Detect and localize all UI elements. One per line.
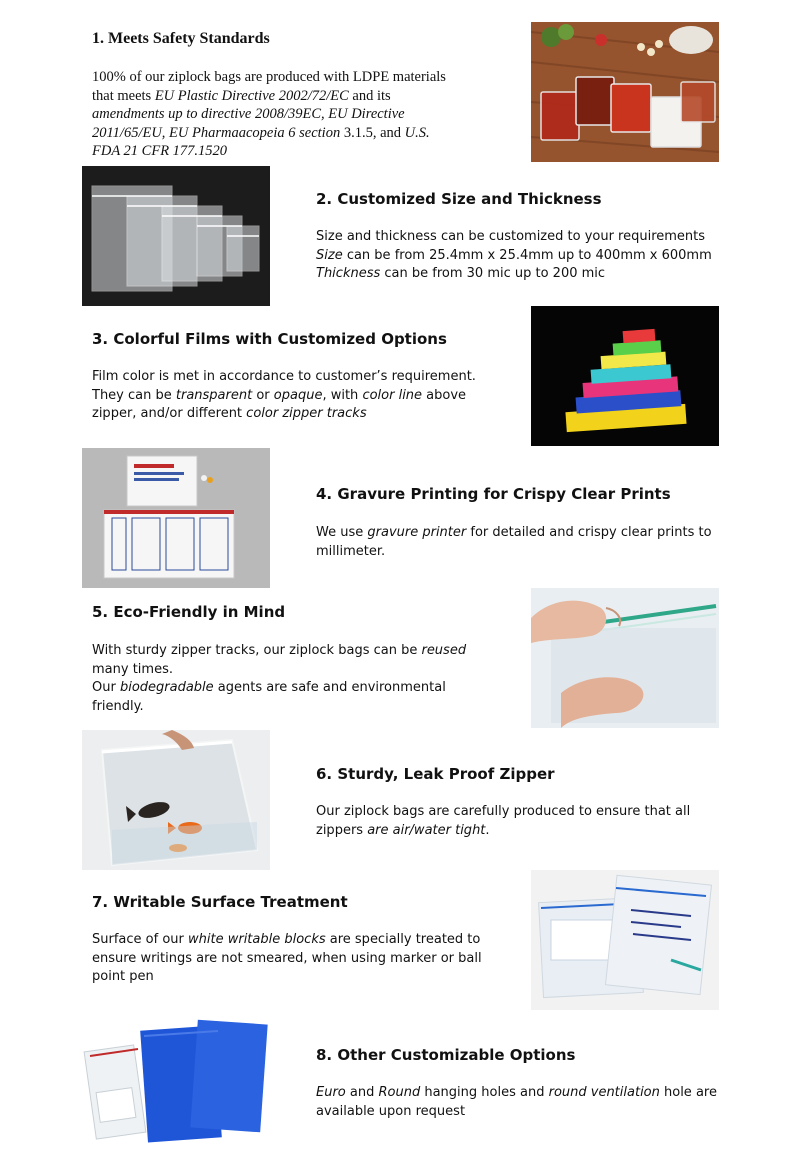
emphasis: transparent xyxy=(175,387,253,403)
text-line: With sturdy zipper tracks, our ziplock bags can be reused xyxy=(92,643,467,658)
section-1-body xyxy=(92,68,512,161)
section-3-heading: 3. Colorful Films with Customized Options xyxy=(92,330,447,348)
text-line xyxy=(92,105,512,124)
goldfish-in-bag-photo xyxy=(82,730,270,870)
emphasis: color zipper tracks xyxy=(246,406,367,421)
section-5-body xyxy=(92,642,512,716)
section-2-heading: 2. Customized Size and Thickness xyxy=(316,190,602,208)
section-5-heading: 5. Eco-Friendly in Mind xyxy=(92,603,286,621)
text-line: 2011/65/EU, EU Pharmaacopeia 6 section 3.1.5, and U.S. xyxy=(92,124,430,141)
emphasis: EU Plastic Directive 2002/72/EC xyxy=(154,87,349,104)
emphasis: Euro xyxy=(316,1085,346,1100)
section-8-heading: 8. Other Customizable Options xyxy=(316,1046,576,1064)
section-7-heading: 7. Writable Surface Treatment xyxy=(92,893,348,911)
blue-and-clear-bags-photo xyxy=(82,1016,270,1146)
emphasis: round ventilation xyxy=(548,1085,660,1100)
section-3-body xyxy=(92,368,512,424)
text-line: millimeter. xyxy=(316,543,386,559)
text-line: We use gravure printer for detailed and crispy clear prints to xyxy=(316,525,712,540)
section-7-body xyxy=(92,931,512,987)
section-4-heading: 4. Gravure Printing for Crispy Clear Prints xyxy=(316,485,671,503)
clear-bags-stack-photo xyxy=(82,166,270,306)
text-line: Size and thickness can be customized to your requirements xyxy=(316,229,706,244)
text-line: zippers are air/water tight. xyxy=(316,822,490,838)
text-line: Our biodegradable agents are safe and environmental xyxy=(92,680,446,695)
emphasis: color line xyxy=(362,387,423,403)
text-line: Surface of our white writable blocks are specially treated to xyxy=(92,932,481,947)
emphasis: Round xyxy=(378,1085,421,1100)
text-line: that meets EU Plastic Directive 2002/72/EC and its xyxy=(92,87,391,104)
text-line: friendly. xyxy=(92,698,144,714)
emphasis: gravure printer xyxy=(367,525,467,540)
text-line: available upon request xyxy=(316,1103,466,1119)
emphasis: FDA 21 CFR 177.1520 xyxy=(92,143,228,159)
writable-bags-photo xyxy=(531,870,719,1010)
text-line: Euro and Round hanging holes and round ventilation hole are xyxy=(316,1085,717,1100)
emphasis: opaque xyxy=(273,387,323,403)
emphasis: biodegradable xyxy=(119,680,214,695)
text-line: Film color is met in accordance to customer’s requirement. xyxy=(92,369,476,384)
text-line: ensure writings are not smeared, when using marker or ball xyxy=(92,950,482,966)
section-2-body xyxy=(316,228,756,284)
emphasis: 2011/65/EU, EU Pharmaacopeia 6 section xyxy=(92,124,341,141)
hands-opening-bag-photo xyxy=(531,588,719,728)
text-line: They can be transparent or opaque, with color line above xyxy=(92,387,467,403)
printed-bags-photo xyxy=(82,448,270,588)
section-6-body xyxy=(316,803,756,840)
text-line: 100% of our ziplock bags are produced with LDPE materials xyxy=(92,69,446,85)
emphasis: are air/water tight xyxy=(367,822,486,838)
text-line xyxy=(92,142,512,161)
section-6-heading: 6. Sturdy, Leak Proof Zipper xyxy=(316,765,555,783)
emphasis: U.S. xyxy=(404,124,430,141)
emphasis: amendments up to directive 2008/39EC, EU Directive xyxy=(92,106,405,122)
section-4-body xyxy=(316,524,756,561)
text-line: zipper, and/or different color zipper tracks xyxy=(92,406,367,421)
text-line: Our ziplock bags are carefully produced to ensure that all xyxy=(316,804,691,819)
emphasis: white writable blocks xyxy=(188,932,326,947)
text-line: point pen xyxy=(92,969,154,984)
spices-in-bags-photo xyxy=(531,22,719,162)
text-line: Thickness can be from 30 mic up to 200 mic xyxy=(316,266,606,281)
colorful-bags-photo xyxy=(531,306,719,446)
text-line: Size can be from 25.4mm x 25.4mm up to 400mm x 600mm xyxy=(316,247,712,263)
emphasis: Thickness xyxy=(316,266,381,281)
text-line: many times. xyxy=(92,661,173,677)
section-1-heading: 1. Meets Safety Standards xyxy=(92,30,270,47)
section-8-body xyxy=(316,1084,756,1121)
emphasis: reused xyxy=(421,643,467,658)
emphasis: Size xyxy=(316,247,343,263)
